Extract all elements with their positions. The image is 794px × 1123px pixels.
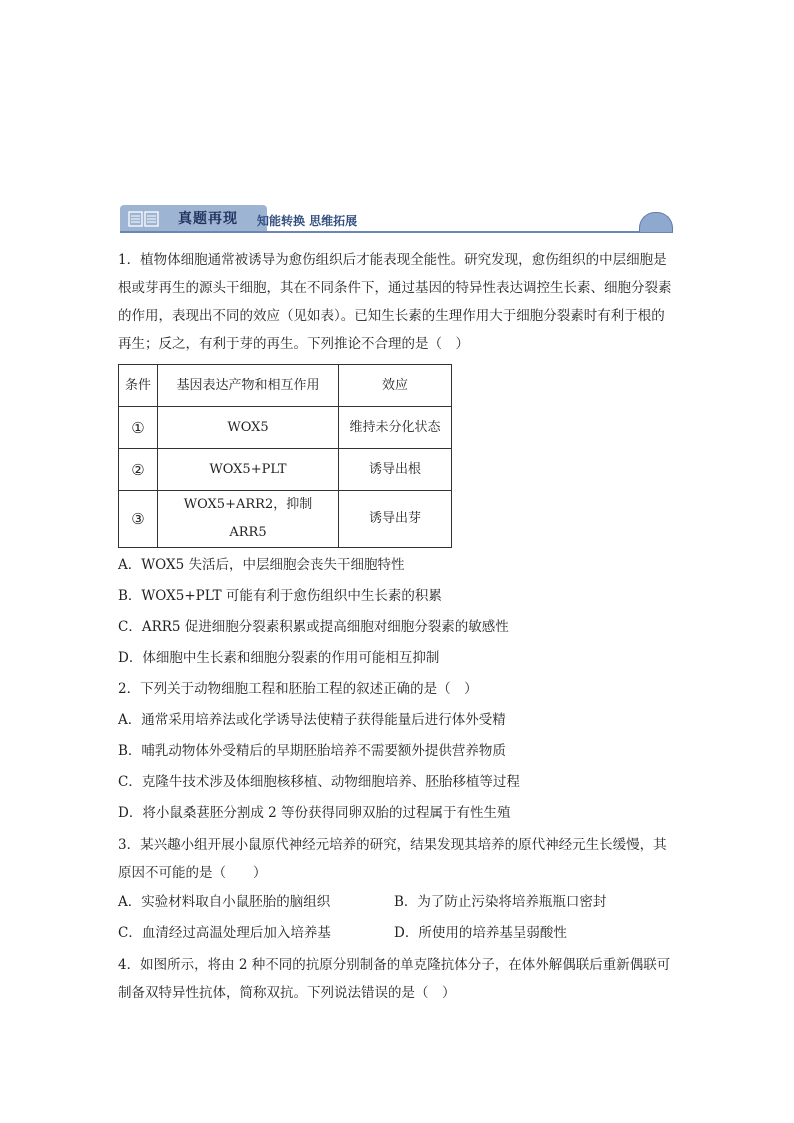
- section-subtitle: 知能转换 思维拓展: [257, 214, 358, 228]
- table-cell: 诱导出根: [339, 449, 452, 491]
- header-rule: [120, 231, 673, 233]
- question-2-text: 2．下列关于动物细胞工程和胚胎工程的叙述正确的是（ ）: [118, 681, 478, 697]
- question-3-option-d: D．所使用的培养基呈弱酸性: [394, 925, 567, 941]
- question-2-option-b: B．哺乳动物体外受精后的早期胚胎培养不需要额外提供营养物质: [118, 743, 506, 759]
- question-1-table: [118, 364, 452, 548]
- table-cell: WOX5+PLT: [158, 449, 339, 491]
- question-3-option-b: B．为了防止污染将培养瓶瓶口密封: [394, 894, 607, 910]
- question-1-option-d: D．体细胞中生长素和细胞分裂素的作用可能相互抑制: [118, 650, 440, 666]
- table-header-cell: 基因表达产物和相互作用: [158, 365, 339, 407]
- question-3-options-row-1: [118, 887, 674, 918]
- table-cell: ①: [119, 407, 158, 449]
- document-icon: [128, 210, 160, 228]
- table-cell: 维持未分化状态: [339, 407, 452, 449]
- question-3-text: 3．某兴趣小组开展小鼠原代神经元培养的研究，结果发现其培养的原代神经元生长缓慢，其原因不可能的是（ ）: [118, 837, 667, 881]
- table-header-cell: 效应: [339, 365, 452, 407]
- table-cell: WOX5+ARR2，抑制 ARR5: [158, 491, 339, 548]
- table-row: [119, 491, 452, 548]
- question-1-option-a: A．WOX5 失活后，中层细胞会丧失干细胞特性: [118, 557, 405, 573]
- question-3-option-a: A．实验材料取自小鼠胚胎的脑组织: [118, 894, 331, 910]
- table-cell: 诱导出芽: [339, 491, 452, 548]
- table-row: [119, 449, 452, 491]
- question-1-option-c: C．ARR5 促进细胞分裂素积累或提高细胞对细胞分裂素的敏感性: [118, 619, 509, 635]
- question-2-option-a: A．通常采用培养法或化学诱导法使精子获得能量后进行体外受精: [118, 712, 506, 728]
- question-1-text: 1．植物体细胞通常被诱导为愈伤组织后才能表现全能性。研究发现，愈伤组织的中层细胞是根或芽再生的源头干细胞，其在不同条件下，通过基因的特异性表达调控生长素、细胞分裂素的作用，表现出不同的效应（见如表）。已知生长素的生理作用大于细胞分裂素时有利于根的再生；反之，有利于芽的再生。下列推论不合理的是（ ）: [118, 252, 672, 352]
- section-header-tab: [120, 205, 267, 231]
- question-1-option-b: B．WOX5+PLT 可能有利于愈伤组织中生长素的积累: [118, 588, 442, 604]
- table-cell: ③: [119, 491, 158, 548]
- question-4-text: 4．如图所示，将由 2 种不同的抗原分别制备的单克隆抗体分子，在体外解偶联后重新偶联可制备双特异性抗体，简称双抗。下列说法错误的是（ ）: [118, 957, 671, 1001]
- table-cell: ②: [119, 449, 158, 491]
- table-cell: WOX5: [158, 407, 339, 449]
- table-header-cell: 条件: [119, 365, 158, 407]
- question-2-option-d: D．将小鼠桑葚胚分割成 2 等份获得同卵双胎的过程属于有性生殖: [118, 805, 511, 821]
- section-header: [120, 205, 673, 235]
- table-header-row: [119, 365, 452, 407]
- question-content: [118, 246, 674, 1007]
- question-3-options-row-2: [118, 918, 674, 949]
- question-3-option-c: C．血清经过高温处理后加入培养基: [118, 925, 331, 941]
- section-title: 真题再现: [178, 211, 238, 227]
- table-row: [119, 407, 452, 449]
- header-dome-decoration: [639, 212, 673, 232]
- question-2-option-c: C．克隆牛技术涉及体细胞核移植、动物细胞培养、胚胎移植等过程: [118, 774, 520, 790]
